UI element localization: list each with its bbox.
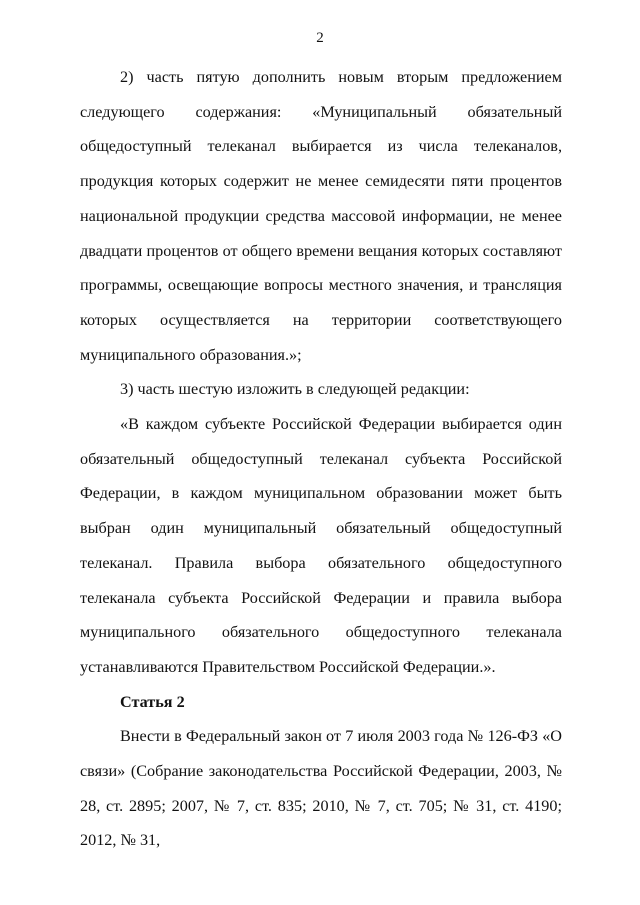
- paragraph-amendment-part-five: 2) часть пятую дополнить новым вторым предложением следующего содержания: «Муниципальный обязательный общедоступный телеканал выбирается из числа телеканалов, продукция которых содержит не менее семидесяти пяти процентов национальной продукции средства массовой информации, не менее двадцати процентов от общего времени вещания которых составляют программы, освещающие вопросы местного значения, и трансляция которых осуществляется на территории соответствующего муниципального образования.»;: [80, 68, 562, 364]
- page-number: 2: [316, 30, 324, 46]
- paragraph-amendment-part-six-intro: 3) часть шестую изложить в следующей редакции:: [120, 380, 470, 399]
- paragraph-article-two: Внести в Федеральный закон от 7 июля 2003 года № 126-ФЗ «О связи» (Собрание законодательства Российской Федерации, 2003, № 28, ст. 2895; 2007, № 7, ст. 835; 2010, № 7, ст. 705; № 31, ст. 4190; 2012, № 31,: [80, 727, 562, 850]
- article-heading: Статья 2: [120, 692, 185, 711]
- paragraph-amendment-part-six-text: «В каждом субъекте Российской Федерации выбирается один обязательный общедоступный телеканал субъекта Российской Федерации, в каждом муниципальном образовании может быть выбран один муниципальный обязательный общедоступный телеканал. Правила выбора обязательного общедоступного телеканала субъекта Российской Федерации и правила выбора муниципального обязательного общедоступного телеканала устанавливаются Правительством Российской Федерации.».: [80, 415, 562, 676]
- document-body: [80, 60, 562, 858]
